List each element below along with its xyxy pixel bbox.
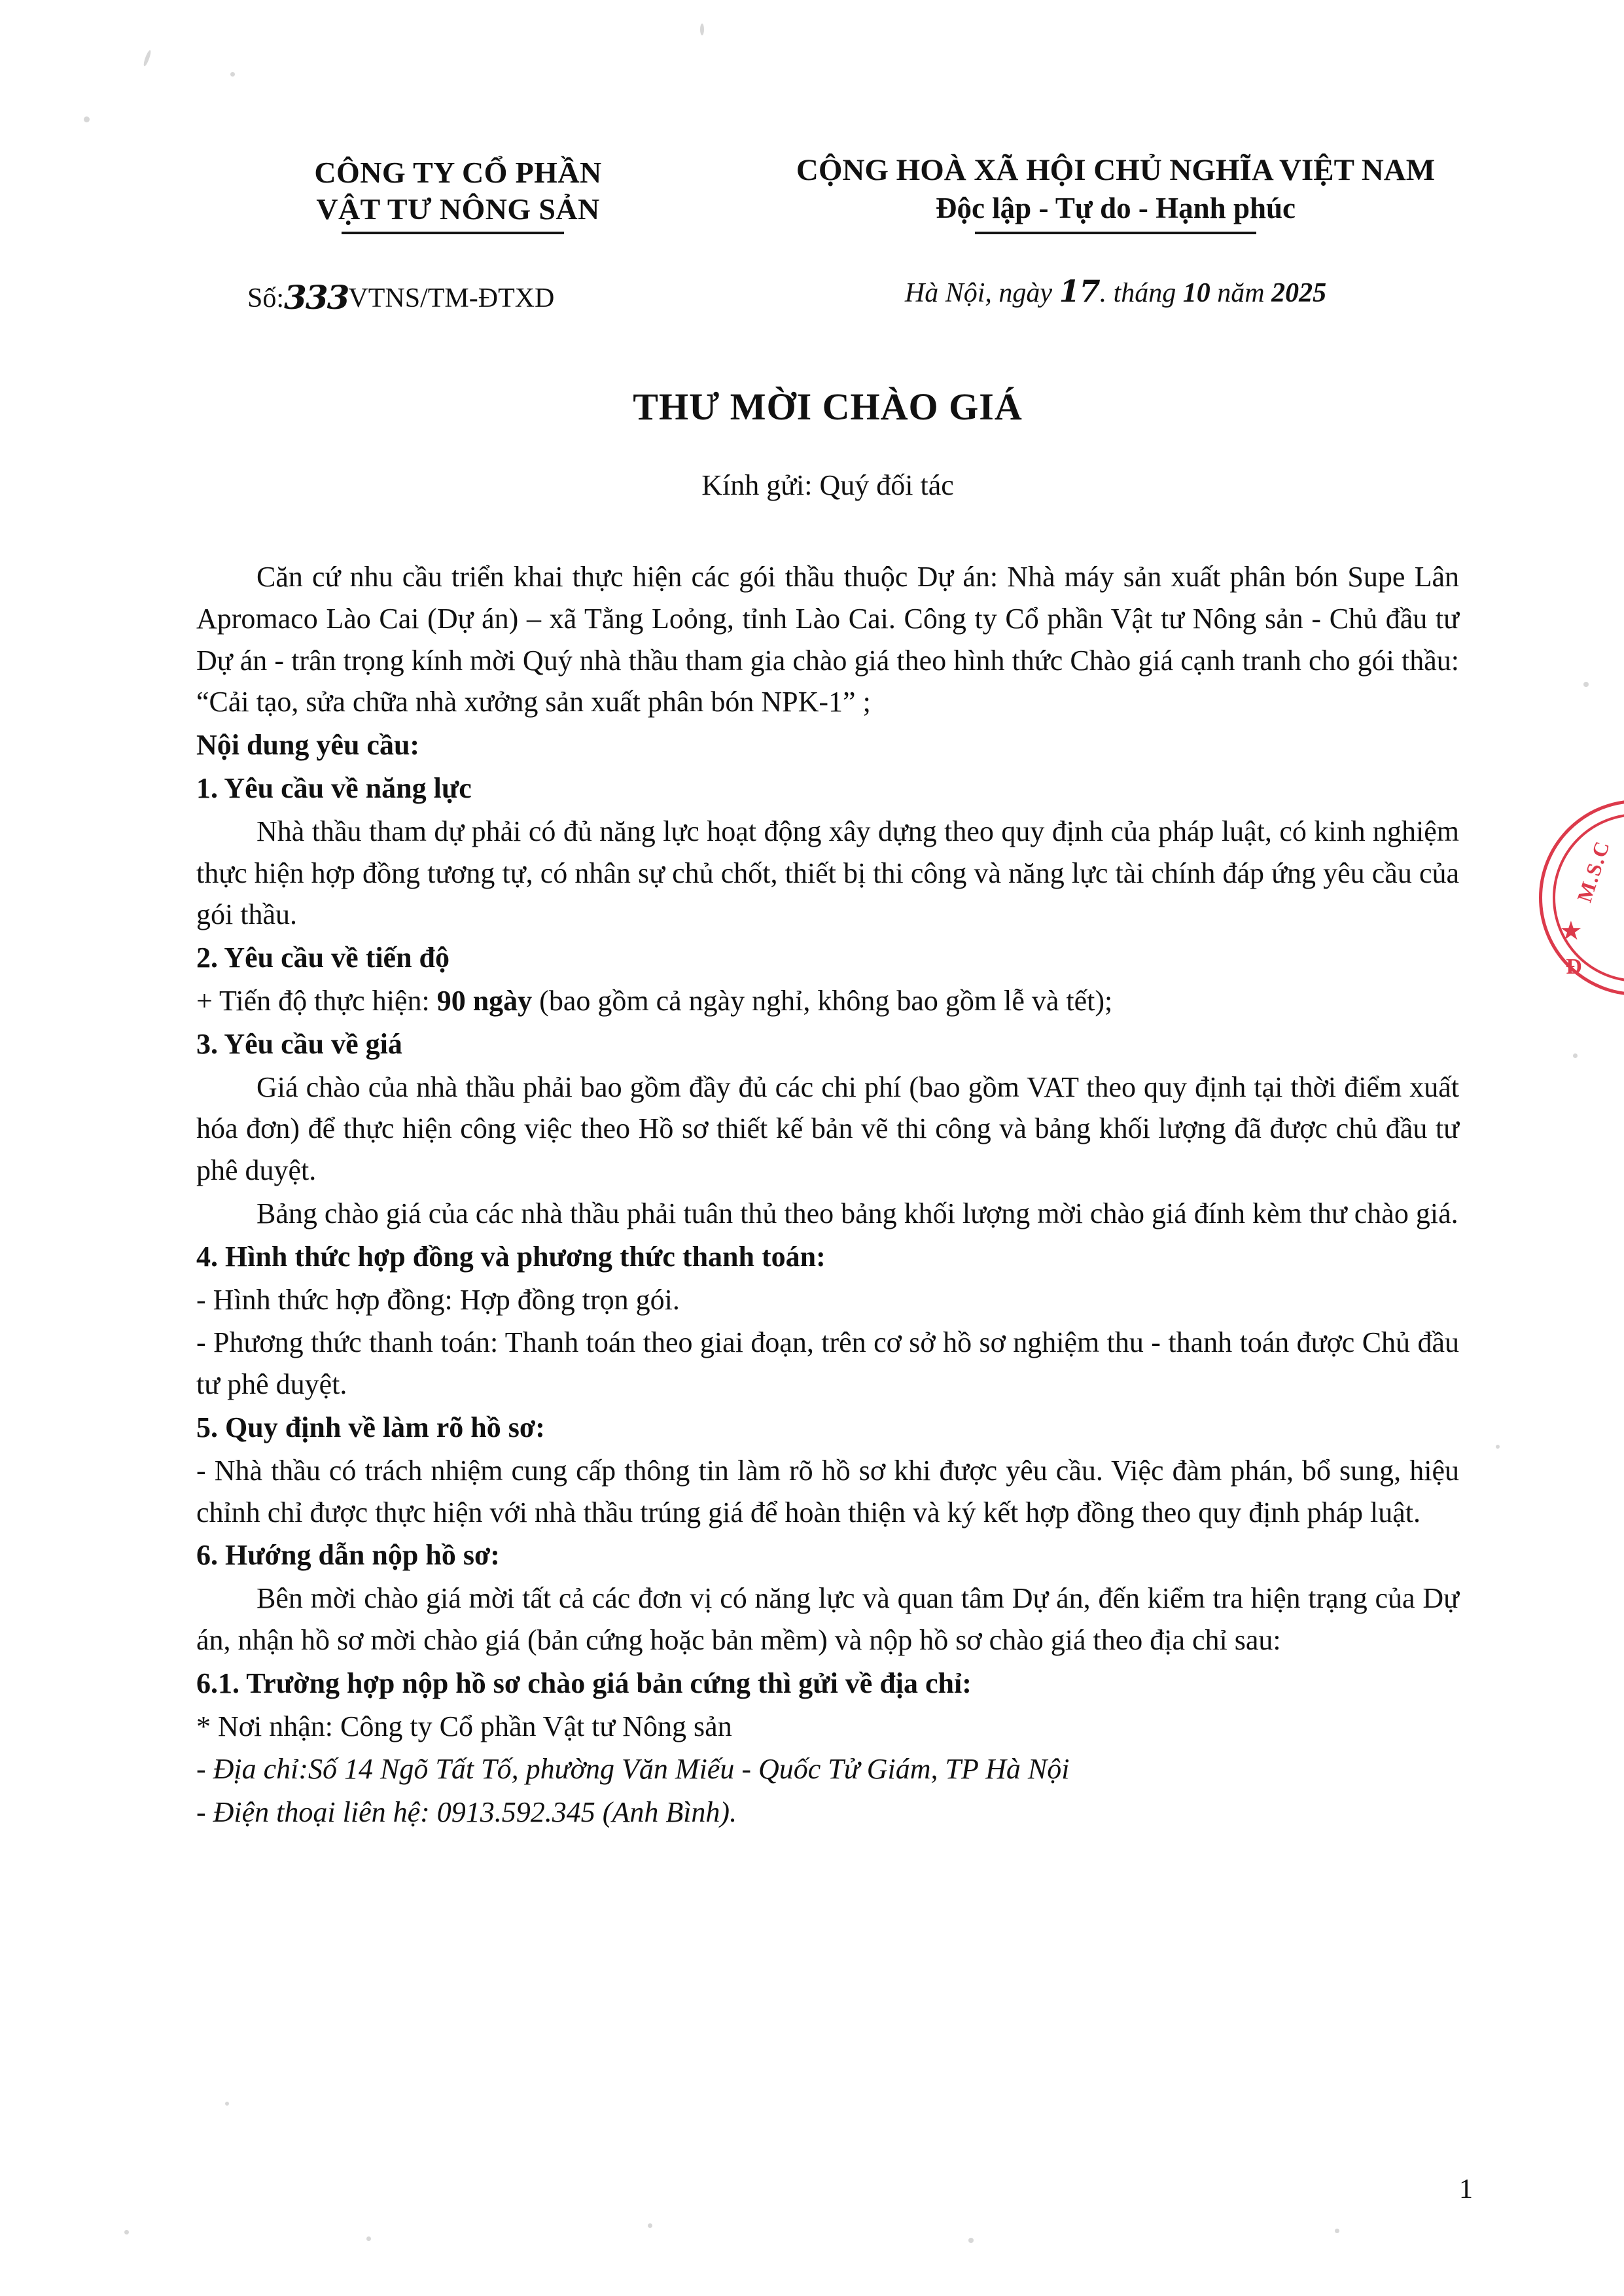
section-2-line-post: (bao gồm cả ngày nghỉ, không bao gồm lễ và tết); bbox=[532, 984, 1113, 1017]
scan-speck bbox=[366, 2236, 371, 2241]
national-title: CỘNG HOÀ XÃ HỘI CHỦ NGHĨA VIỆT NAM bbox=[796, 153, 1436, 187]
scan-speck bbox=[124, 2230, 129, 2234]
org-name-line-1: CÔNG TY CỔ PHẦN bbox=[314, 156, 602, 189]
date-prefix: Hà Nội, ngày bbox=[904, 278, 1053, 308]
page-number: 1 bbox=[1459, 2174, 1473, 2204]
scan-speck bbox=[1335, 2229, 1339, 2233]
org-underline-rule bbox=[342, 232, 564, 234]
section-3-body-2: Bảng chào giá của các nhà thầu phải tuân thủ theo bảng khối lượng mời chào giá đính kèm thư chào giá. bbox=[256, 1197, 1458, 1229]
section-6-body: Bên mời chào giá mời tất cả các đơn vị có năng lực và quan tâm Dự án, đến kiểm tra hiện trạng của Dự án, nhận hồ sơ mời chào giá (bản cứng hoặc bản mềm) và nộp hồ sơ chào giá theo địa chỉ sau: bbox=[196, 1582, 1459, 1656]
section-6-heading: 6. Hướng dẫn nộp hồ sơ: bbox=[196, 1539, 500, 1572]
company-seal-stamp bbox=[1539, 800, 1624, 996]
section-6-1-recipient: * Nơi nhận: Công ty Cổ phần Vật tư Nông sản bbox=[196, 1710, 732, 1742]
section-4-line-2: - Phương thức thanh toán: Thanh toán theo giai đoạn, trên cơ sở hồ sơ nghiệm thu - thanh toán được Chủ đầu tư phê duyệt. bbox=[196, 1326, 1459, 1401]
section-3-body: Giá chào của nhà thầu phải bao gồm đầy đủ các chi phí (bao gồm VAT theo quy định tại thời điểm xuất hóa đơn) để thực hiện công việc theo Hồ sơ thiết kế bản vẽ thi công và bảng khối lượng đã được chủ đầu tư phê duyệt. bbox=[196, 1070, 1459, 1187]
scan-speck bbox=[225, 2102, 229, 2106]
scan-speck bbox=[84, 116, 90, 122]
section-6-1-phone: - Điện thoại liên hệ: 0913.592.345 (Anh Bình). bbox=[196, 1796, 737, 1829]
document-number-handwritten: 333 bbox=[284, 278, 349, 317]
seal-star-icon: ★ bbox=[1559, 916, 1583, 945]
section-6-1-heading: 6.1. Trường hợp nộp hồ sơ chào giá bản cứng thì gửi về địa chỉ: bbox=[196, 1667, 972, 1699]
document-title: THƯ MỜI CHÀO GIÁ bbox=[633, 385, 1023, 428]
scan-speck bbox=[968, 2238, 974, 2243]
document-number-suffix: VTNS/TM-ĐTXD bbox=[348, 283, 555, 313]
document-content bbox=[196, 0, 1459, 1829]
section-2-duration: 90 ngày bbox=[436, 984, 533, 1017]
date-year: 2025 bbox=[1271, 278, 1327, 308]
date-day-handwritten: 17 bbox=[1059, 274, 1100, 309]
section-2-line-pre: + Tiến độ thực hiện: bbox=[196, 984, 437, 1017]
scan-speck bbox=[143, 50, 152, 67]
content-heading: Nội dung yêu cầu: bbox=[196, 729, 420, 762]
section-2-heading: 2. Yêu cầu về tiến độ bbox=[196, 942, 450, 974]
addressee-line: Kính gửi: Quý đối tác bbox=[701, 469, 954, 501]
date-month-label: tháng bbox=[1113, 278, 1176, 308]
document-number-prefix: Số: bbox=[247, 283, 285, 313]
scan-speck bbox=[1496, 1445, 1500, 1449]
section-6-1-address: - Địa chỉ:Số 14 Ngõ Tất Tố, phường Văn Miếu - Quốc Tử Giám, TP Hà Nội bbox=[196, 1753, 1070, 1786]
section-3-heading: 3. Yêu cầu về giá bbox=[196, 1027, 402, 1060]
date-month: 10 bbox=[1182, 278, 1210, 308]
section-1-heading: 1. Yêu cầu về năng lực bbox=[196, 771, 472, 804]
intro-paragraph: Căn cứ nhu cầu triển khai thực hiện các gói thầu thuộc Dự án: Nhà máy sản xuất phân bón Supe Lân Apromaco Lào Cai (Dự án) – xã Tằng Loỏng, tỉnh Lào Cai. Công ty Cổ phần Vật tư Nông sản - Chủ đầu tư Dự án - trân trọng kính mời Quý nhà thầu tham gia chào giá theo hình thức Chào giá cạnh tranh cho gói thầu: “Cải tạo, sửa chữa nhà xưởng sản xuất phân bón NPK-1” ; bbox=[196, 561, 1459, 718]
section-2-line bbox=[196, 980, 1459, 1022]
issuing-organization-block bbox=[249, 154, 667, 234]
seal-text: M.S.C bbox=[1572, 837, 1615, 906]
org-name-line-2: VẬT TƯ NÔNG SẢN bbox=[316, 192, 600, 226]
national-heading-block bbox=[772, 152, 1459, 234]
section-5-heading: 5. Quy định về làm rõ hồ sơ: bbox=[196, 1411, 545, 1443]
section-4-heading bbox=[196, 1236, 1459, 1278]
document-body bbox=[196, 556, 1459, 1835]
section-5-line-1: - Nhà thầu có trách nhiệm cung cấp thông tin làm rõ hồ sơ khi được yêu cầu. Việc đàm phán, bổ sung, hiệu chỉnh chỉ được thực hiện với nhà thầu trúng giá để hoàn thiện và ký kết hợp đồng theo quy định pháp luật. bbox=[196, 1454, 1459, 1528]
motto-underline-rule bbox=[975, 232, 1256, 234]
scan-speck bbox=[1573, 1053, 1578, 1058]
section-4-heading-colon: : bbox=[816, 1240, 826, 1273]
scan-speck bbox=[648, 2223, 652, 2228]
scan-speck bbox=[1583, 682, 1589, 687]
section-4-line-1: - Hình thức hợp đồng: Hợp đồng trọn gói. bbox=[196, 1283, 680, 1316]
section-1-body: Nhà thầu tham dự phải có đủ năng lực hoạt động xây dựng theo quy định của pháp luật, có kinh nghiệm thực hiện hợp đồng tương tự, có nhân sự chủ chốt, thiết bị thi công và năng lực tài chính đáp ứng yêu cầu của gói thầu. bbox=[196, 815, 1459, 931]
section-4-heading-text: 4. Hình thức hợp đồng và phương thức thanh toán bbox=[196, 1240, 817, 1273]
seal-letter-glyph: Đ bbox=[1566, 955, 1582, 979]
document-header bbox=[196, 0, 1459, 344]
document-number bbox=[247, 276, 554, 315]
national-motto: Độc lập - Tự do - Hạnh phúc bbox=[935, 192, 1296, 225]
date-year-label: năm bbox=[1217, 278, 1265, 308]
date-line: Hà Nội, ngày 17. tháng 10 năm 2025 bbox=[904, 274, 1327, 309]
